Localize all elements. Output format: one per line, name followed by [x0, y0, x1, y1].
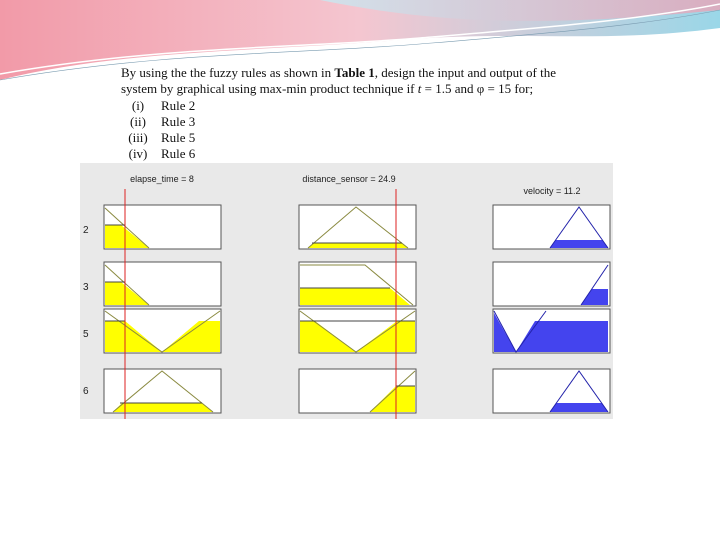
rule-row-3	[104, 262, 610, 306]
rule-row-5	[104, 309, 610, 353]
question-line-2: system by graphical using max-min product technique if t = 1.5 and φ = 15 for;	[121, 81, 534, 96]
header-elapse-time: elapse_time = 8	[130, 174, 194, 184]
rule-row-6	[104, 369, 610, 413]
row-label-rule: 5	[83, 329, 89, 340]
rule-item: (i) Rule 2	[131, 98, 196, 113]
header-velocity: velocity = 11.2	[523, 186, 581, 196]
output-fill	[550, 240, 608, 248]
rule-item: (iii) Rule 5	[128, 130, 196, 145]
row-label-rule: 3	[83, 282, 89, 293]
rule-item: (iv) Rule 6	[128, 146, 196, 161]
fuzzy-rule-viewer	[80, 163, 613, 419]
row-label-rule: 2	[83, 225, 89, 236]
rule-row-2	[104, 205, 610, 249]
header-distance-sensor: distance_sensor = 24.9	[302, 174, 396, 184]
question-line-1: By using the the fuzzy rules as shown in Table 1, design the input and output of the	[121, 65, 556, 80]
rule-item: (ii) Rule 3	[130, 114, 196, 129]
question-text	[121, 65, 621, 97]
mf-box-distance-sensor	[299, 205, 416, 249]
output-fill	[550, 403, 608, 412]
input-fill	[113, 403, 213, 412]
input-fill	[308, 243, 408, 248]
row-label-rule: 6	[83, 386, 89, 397]
